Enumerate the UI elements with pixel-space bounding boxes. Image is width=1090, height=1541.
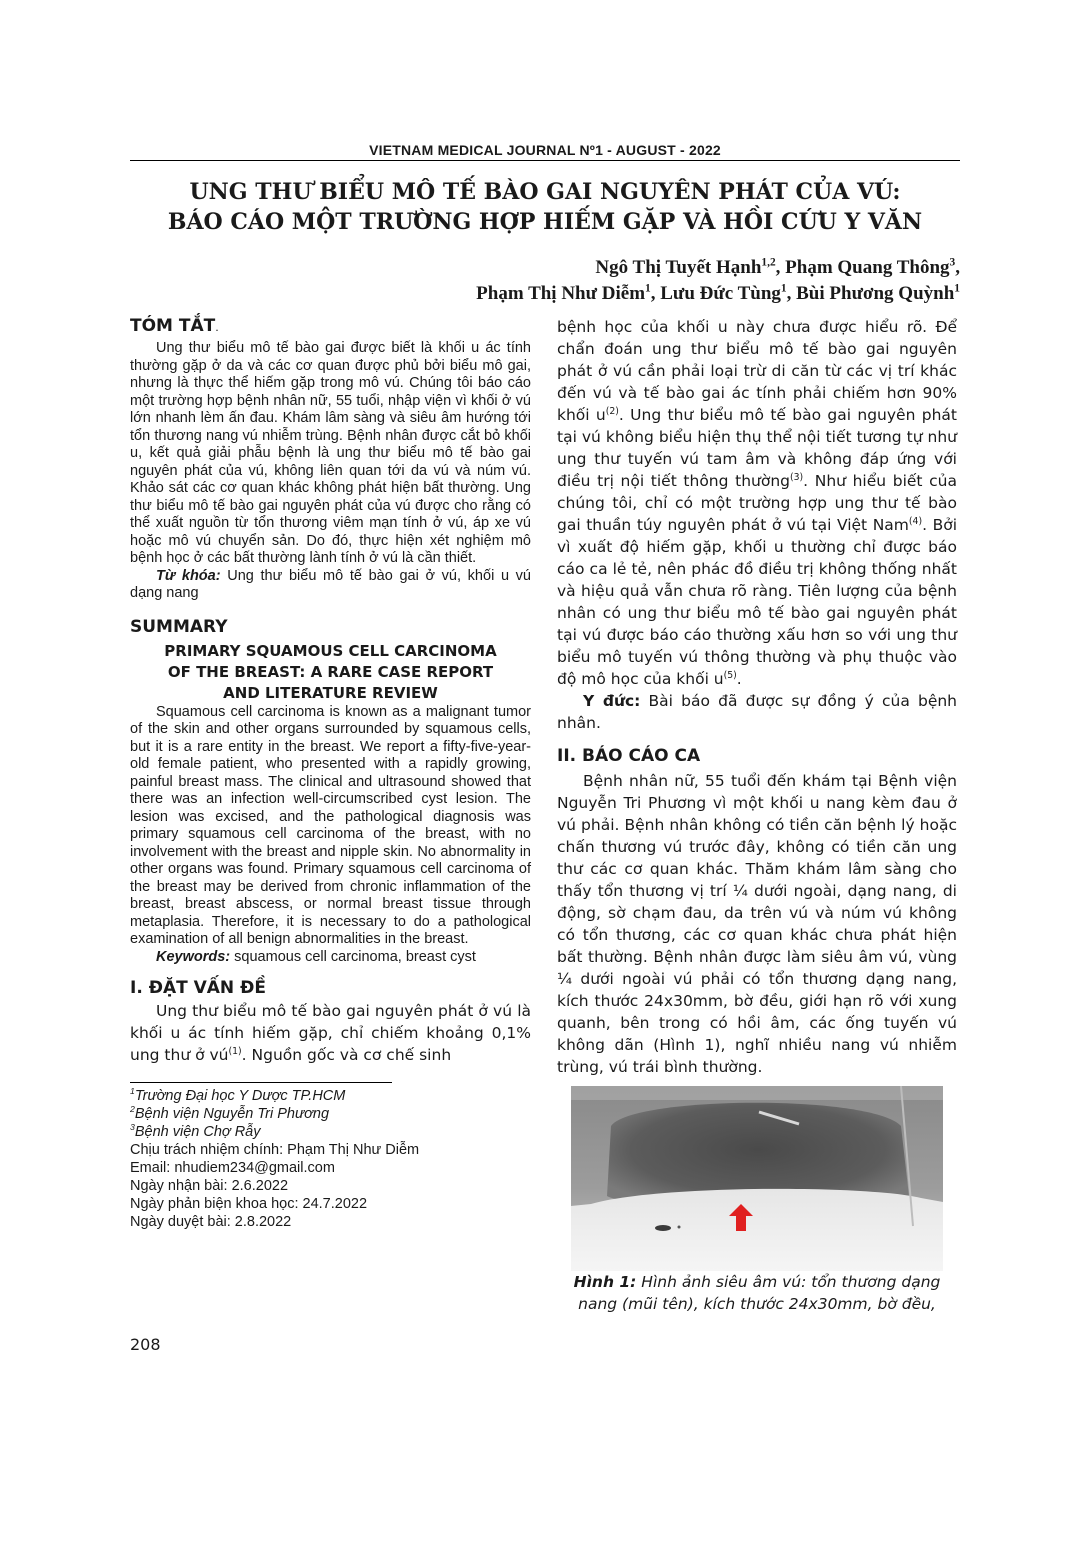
author-email: Email: nhudiem234@gmail.com [130, 1160, 335, 1176]
author-line-2: Phạm Thị Như Diễm$^1$, Lưu Đức Tùng$^1$, Bùi Phương Quỳnh$^1$ [476, 282, 960, 304]
section-1-continued: bệnh học của khối u này chưa được hiểu rõ. Để chẩn đoán ung thư biểu mô tế bào gai nguyên phát ở vú cần phải loại trừ di căn từ các vị trí khác đến vú và tế bào gai ác tính phải chiếm hơn 90% khối $u^{(2)}$. Ung thư biểu mô tế bào gai nguyên phát tại vú không biểu hiện thụ thể nội tiết tương tự như ung thư tuyến vú tam âm và không đáp ứng với điều trị nội tiết thông thường$^{(3)}$. Như hiểu biết của chúng tôi, chỉ có một trường hợp ung thư tế bào gai thuần túy nguyên phát ở vú tại Việt Nam$^{(4)}$. Bởi vì xuất độ hiếm gặp, khối u thường chỉ được báo cáo ca lẻ tẻ, nên phác đồ điều trị không thống nhất và hiệu quả vẫn chưa rõ ràng. Tiên lượng của bệnh nhân có ung thư biểu mô tế bào gai nguyên phát tại vú được báo cáo thường xấu hơn so với ung thư biểu mô tuyến vú thông thường và phụ thuộc vào độ mô học của khối $u^{(5)}$. [557, 318, 957, 688]
footnote-2: $^2$Bệnh viện Nguyễn Tri Phương [130, 1104, 330, 1122]
summary-text: Squamous cell carcinoma is known as a malignant tumor of the skin and other organs surrounded by squamous cells, but it is a rare entity in the breast. We report a fifty-five-year-old female patient, who presented with a rapidly growing, painful breast mass. The clinical and ultrasound showed that there was an infection well-circumscribed cyst lesion. The lesion was excised, and the pathological diagnosis was primary squamous cell carcinoma of the breast, with no involvement with the breast and nipple skin. No abnormality in other organs was found. Primary squamous cell carcinoma of the breast may be derived from chronic inflammation of the breast, breast abscess, or normal breast tissue through metaplasia. Therefore, it is necessary to do a pathological examination of all benign abnormalities in the breast. [130, 703, 531, 947]
article-title [130, 177, 960, 237]
tomtat-heading: TÓM TẮT. [130, 316, 219, 336]
section-2-text: Bệnh nhân nữ, 55 tuổi đến khám tại Bệnh viện Nguyễn Tri Phương vì một khối u nang kèm đau ở vú phải. Bệnh nhân không có tiền căn bệnh lý hoặc chấn thương vú trước đây, không có tiền căn ung thư các cơ quan khác. Thăm khám lâm sàng cho thấy tổn thương vị trí ¼ dưới ngoài, dạng nang, di động, sờ chạm đau, da trên vú và núm vú không có tổn thương, các cơ quan khác chưa phát hiện bất thường. Bệnh nhân được làm siêu âm vú, vùng ¼ dưới ngoài vú phải có tổn thương dạng nang, kích thước 24x30mm, bờ đều, giới hạn rõ với xung quanh, bên trong có hồi âm, các ống tuyến vú không dãn (Hình 1), nghĩ nhiều nang vú nhiễm trùng, vú trái bình thường. [557, 772, 957, 1076]
summary-heading: SUMMARY [130, 616, 228, 637]
ethics-statement: Y đức: Bài báo đã được sự đồng ý của bệnh nhân. [557, 692, 957, 732]
footnote-3: $^3$Bệnh viện Chợ Rẫy [130, 1122, 261, 1140]
header-rule [130, 160, 960, 161]
summary-title: PRIMARY SQUAMOUS CELL CARCINOMA OF THE BREAST: A RARE CASE REPORT AND LITERATURE REVIEW [164, 641, 497, 702]
footnote-rule [130, 1082, 392, 1083]
left-column [130, 316, 531, 1231]
author-list [300, 255, 960, 307]
title-line-2: BÁO CÁO MỘT TRƯỜNG HỢP HIẾM GẶP VÀ HỒI CỨU Y VĂN [167, 209, 923, 235]
right-column [557, 316, 957, 1078]
section-1-text: Ung thư biểu mô tế bào gai nguyên phát ở vú là khối u ác tính hiếm gặp, chỉ chiếm khoảng 0,1% ung thư ở $vú^{(1)}$. Nguồn gốc và cơ chế sinh [130, 1002, 531, 1064]
section-2-heading: II. BÁO CÁO CA [557, 746, 701, 766]
tomtat-keywords: Từ khóa: Ung thư biểu mô tế bào gai ở vú, khối u vú dạng nang [130, 567, 531, 601]
figure-caption: Hình 1: Hình ảnh siêu âm vú: tổn thương dạng nang (mũi tên), kích thước 24x30mm, bờ đều, [573, 1273, 941, 1313]
date-received: Ngày nhận bài: 2.6.2022 [130, 1178, 289, 1194]
ultrasound-image [571, 1086, 943, 1271]
date-reviewed: Ngày phản biện khoa học: 24.7.2022 [130, 1196, 368, 1212]
date-accepted: Ngày duyệt bài: 2.8.2022 [130, 1214, 292, 1230]
corresponding-author: Chịu trách nhiệm chính: Phạm Thị Như Diễm [130, 1142, 420, 1158]
page-number: 208 [130, 1335, 161, 1354]
section-1-heading: I. ĐẶT VẤN ĐỀ [130, 978, 266, 998]
footnote-1: $^1$Trường Đại học Y Dược TP.HCM [130, 1086, 346, 1104]
footnotes [130, 1087, 531, 1231]
title-line-1: UNG THƯ BIỂU MÔ TẾ BÀO GAI NGUYÊN PHÁT CỦA VÚ: [189, 179, 901, 205]
ultrasound-figure [571, 1086, 943, 1271]
tomtat-text: Ung thư biểu mô tế bào gai được biết là khối u ác tính thường gặp ở da và các cơ quan được phủ bởi biểu mô gai, nhưng là thực thể hiếm gặp trong mô vú. Chúng tôi báo cáo một trường hợp bệnh nhân nữ, 55 tuổi, nhập viện vì khối ở vú lớn nhanh lèm ấn đau. Khám lâm sàng và siêu âm hướng tới tổn thương nang vú nhiễm trùng. Bệnh nhân được cắt bỏ khối u, kết quả giải phẫu bệnh là ung thư biểu mô tế bào gai nguyên phát của vú, không liên quan tới da vú và núm vú. Khảo sát các cơ quan khác không phát hiện bất thường. Ung thư biểu mô tế bào gai nguyên phát của vú được cho rằng có thể xuất nguồn từ tổn thương viêm mạn tính ở vú, áp xe vú hoặc mô vú chuyển sản. Do đó, thực hiện xét nghiệm mô bệnh học ở các bất thường lành tính ở vú là cần thiết. [130, 340, 531, 566]
summary-keywords: Keywords: squamous cell carcinoma, breast cyst [156, 948, 476, 965]
journal-header: VIETNAM MEDICAL JOURNAL Nº1 - AUGUST - 2022 [369, 142, 721, 158]
author-line-1: Ngô Thị Tuyết Hạnh$^{1,2}$, Phạm Quang Thông$^3$, [595, 256, 960, 278]
